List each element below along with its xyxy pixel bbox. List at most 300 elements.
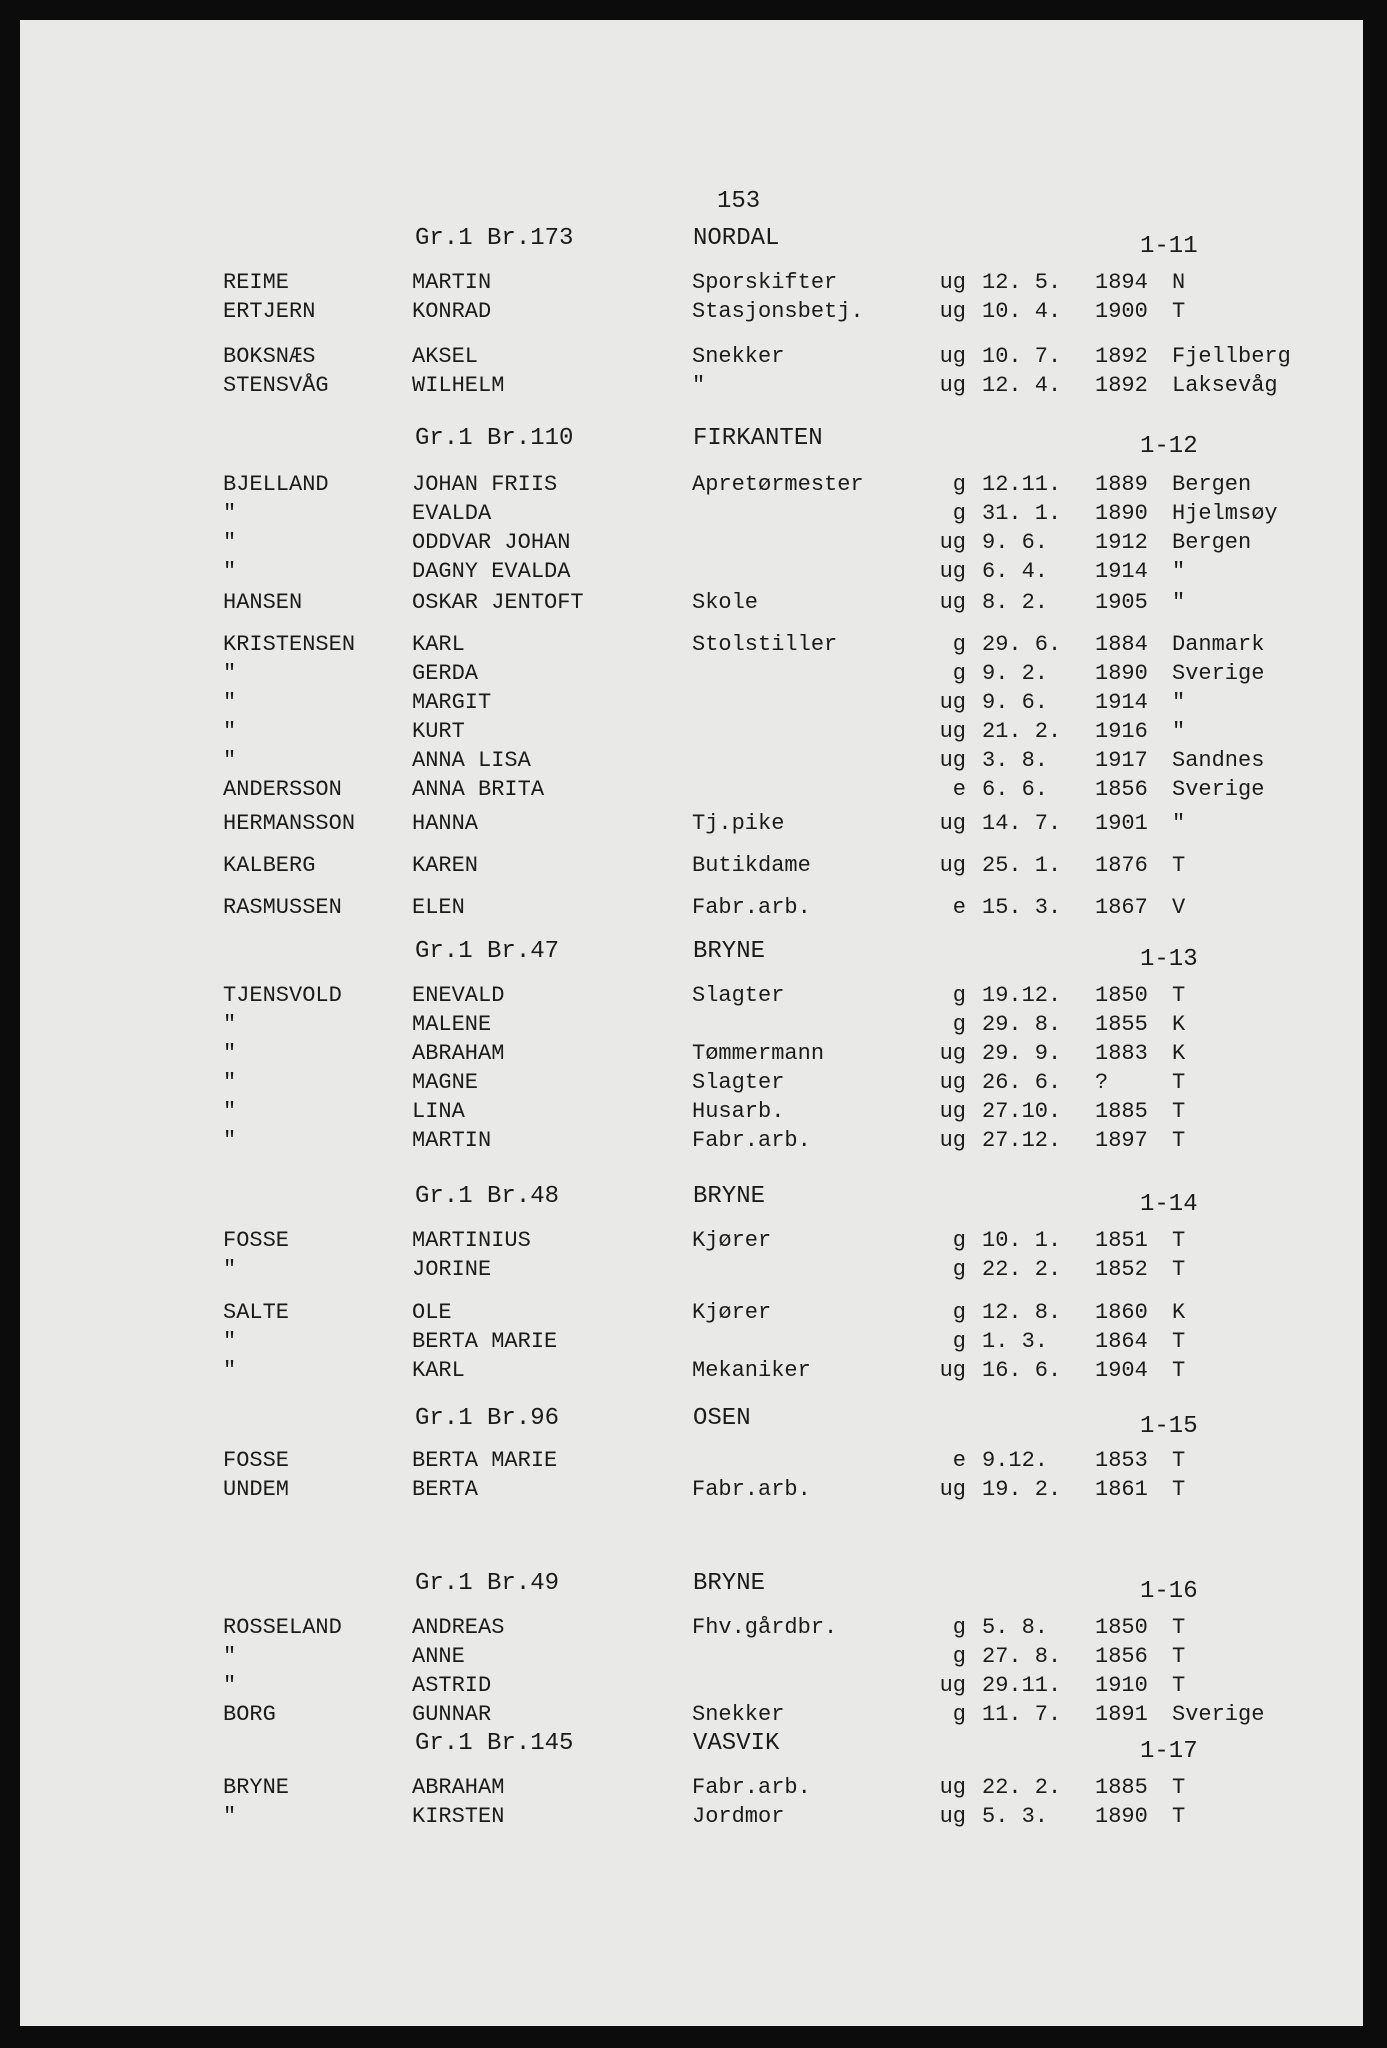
birth-year: 1856 <box>1095 1644 1148 1669</box>
surname: KRISTENSEN <box>223 632 356 657</box>
marital-status: g <box>952 1012 966 1037</box>
birth-date: 22. 2. <box>982 1257 1062 1282</box>
birth-date: 5. 8. <box>982 1615 1049 1640</box>
birth-date: 1. 3. <box>982 1329 1049 1354</box>
birthplace: T <box>1172 1448 1186 1473</box>
birth-date: 31. 1. <box>982 501 1062 526</box>
marital-status: ug <box>939 1673 966 1698</box>
marital-status: ug <box>939 1358 966 1383</box>
group-ref: Gr.1 Br.47 <box>415 938 560 965</box>
place-name: OSEN <box>693 1405 751 1432</box>
person-row <box>20 1448 1363 1477</box>
birth-year: 1885 <box>1095 1099 1148 1124</box>
surname: HANSEN <box>223 590 303 615</box>
surname: SALTE <box>223 1300 290 1325</box>
given-name: DAGNY EVALDA <box>412 559 571 584</box>
birth-date: 3. 8. <box>982 748 1049 773</box>
birth-date: 21. 2. <box>982 719 1062 744</box>
surname: TJENSVOLD <box>223 983 342 1008</box>
document-page <box>20 20 1363 2026</box>
marital-status: g <box>952 1228 966 1253</box>
marital-status: ug <box>939 853 966 878</box>
birth-date: 9.12. <box>982 1448 1049 1473</box>
birthplace: T <box>1172 1128 1186 1153</box>
marital-status: ug <box>939 690 966 715</box>
birth-year: 1889 <box>1095 472 1148 497</box>
birth-year: 1861 <box>1095 1477 1148 1502</box>
birthplace: Laksevåg <box>1172 373 1278 398</box>
birth-date: 16. 6. <box>982 1358 1062 1383</box>
marital-status: ug <box>939 1477 966 1502</box>
person-row <box>20 1041 1363 1070</box>
birthplace: T <box>1172 299 1186 324</box>
birth-year: 1850 <box>1095 983 1148 1008</box>
surname: UNDEM <box>223 1477 290 1502</box>
birth-date: 19.12. <box>982 983 1062 1008</box>
birth-date: 9. 6. <box>982 530 1049 555</box>
place-name: BRYNE <box>693 1183 766 1210</box>
birth-year: 1890 <box>1095 501 1148 526</box>
birth-date: 11. 7. <box>982 1702 1062 1727</box>
surname: " <box>223 1358 237 1383</box>
occupation: Slagter <box>692 1070 785 1095</box>
birthplace: K <box>1172 1012 1186 1037</box>
birth-year: 1860 <box>1095 1300 1148 1325</box>
marital-status: g <box>952 1644 966 1669</box>
surname: ERTJERN <box>223 299 316 324</box>
marital-status: ug <box>939 299 966 324</box>
birth-year: 1891 <box>1095 1702 1148 1727</box>
occupation: Snekker <box>692 1702 785 1727</box>
birth-year: ? <box>1095 1070 1109 1095</box>
birthplace: T <box>1172 1070 1186 1095</box>
surname: " <box>223 559 237 584</box>
birth-date: 10. 4. <box>982 299 1062 324</box>
birth-date: 9. 2. <box>982 661 1049 686</box>
section-code: 1-14 <box>1140 1191 1198 1218</box>
birth-year: 1876 <box>1095 853 1148 878</box>
surname: " <box>223 748 237 773</box>
birth-year: 1852 <box>1095 1257 1148 1282</box>
birth-year: 1914 <box>1095 690 1148 715</box>
marital-status: ug <box>939 559 966 584</box>
person-row <box>20 1775 1363 1804</box>
given-name: KONRAD <box>412 299 492 324</box>
surname: KALBERG <box>223 853 316 878</box>
birthplace: Hjelmsøy <box>1172 501 1278 526</box>
birthplace: T <box>1172 983 1186 1008</box>
birth-year: 1884 <box>1095 632 1148 657</box>
surname: HERMANSSON <box>223 811 356 836</box>
birth-date: 26. 6. <box>982 1070 1062 1095</box>
birthplace: Bergen <box>1172 472 1252 497</box>
occupation: Butikdame <box>692 853 811 878</box>
person-row <box>20 1702 1363 1731</box>
birth-year: 1900 <box>1095 299 1148 324</box>
marital-status: ug <box>939 270 966 295</box>
place-name: BRYNE <box>693 938 766 965</box>
person-row <box>20 1477 1363 1506</box>
given-name: KAREN <box>412 853 479 878</box>
birth-date: 27.10. <box>982 1099 1062 1124</box>
person-row <box>20 530 1363 559</box>
birth-year: 1917 <box>1095 748 1148 773</box>
person-row <box>20 895 1363 924</box>
birth-date: 29. 9. <box>982 1041 1062 1066</box>
occupation: Slagter <box>692 983 785 1008</box>
place-name: BRYNE <box>693 1570 766 1597</box>
occupation: " <box>692 373 706 398</box>
person-row <box>20 719 1363 748</box>
birth-year: 1883 <box>1095 1041 1148 1066</box>
occupation: Kjører <box>692 1228 772 1253</box>
occupation: Tømmermann <box>692 1041 825 1066</box>
person-row <box>20 811 1363 840</box>
marital-status: g <box>952 1329 966 1354</box>
occupation: Fhv.gårdbr. <box>692 1615 838 1640</box>
marital-status: ug <box>939 344 966 369</box>
place-name: FIRKANTEN <box>693 425 823 452</box>
marital-status: ug <box>939 1775 966 1800</box>
surname: " <box>223 690 237 715</box>
marital-status: g <box>952 1615 966 1640</box>
surname: STENSVÅG <box>223 373 329 398</box>
occupation: Stasjonsbetj. <box>692 299 864 324</box>
person-row <box>20 1128 1363 1157</box>
group-ref: Gr.1 Br.48 <box>415 1183 560 1210</box>
birth-year: 1892 <box>1095 373 1148 398</box>
person-row <box>20 373 1363 402</box>
birthplace: T <box>1172 1615 1186 1640</box>
given-name: BERTA MARIE <box>412 1448 558 1473</box>
occupation: Fabr.arb. <box>692 895 811 920</box>
marital-status: g <box>952 632 966 657</box>
birth-year: 1892 <box>1095 344 1148 369</box>
person-row <box>20 299 1363 328</box>
birth-date: 6. 4. <box>982 559 1049 584</box>
birthplace: T <box>1172 1644 1186 1669</box>
given-name: KARL <box>412 632 465 657</box>
given-name: MARTIN <box>412 1128 492 1153</box>
birthplace: V <box>1172 895 1186 920</box>
given-name: LINA <box>412 1099 465 1124</box>
section-code: 1-12 <box>1140 433 1198 460</box>
birth-year: 1853 <box>1095 1448 1148 1473</box>
surname: " <box>223 1329 237 1354</box>
marital-status: ug <box>939 1128 966 1153</box>
group-ref: Gr.1 Br.110 <box>415 425 574 452</box>
birth-year: 1894 <box>1095 270 1148 295</box>
occupation: Fabr.arb. <box>692 1477 811 1502</box>
person-row <box>20 983 1363 1012</box>
given-name: MALENE <box>412 1012 492 1037</box>
occupation: Kjører <box>692 1300 772 1325</box>
section-code: 1-16 <box>1140 1578 1198 1605</box>
occupation: Apretørmester <box>692 472 864 497</box>
marital-status: g <box>952 661 966 686</box>
surname: " <box>223 1070 237 1095</box>
marital-status: ug <box>939 719 966 744</box>
surname: RASMUSSEN <box>223 895 342 920</box>
birthplace: K <box>1172 1300 1186 1325</box>
occupation: Sporskifter <box>692 270 838 295</box>
surname: " <box>223 501 237 526</box>
birthplace: " <box>1172 690 1186 715</box>
birth-date: 9. 6. <box>982 690 1049 715</box>
birth-year: 1905 <box>1095 590 1148 615</box>
birth-date: 12. 8. <box>982 1300 1062 1325</box>
surname: REIME <box>223 270 290 295</box>
birthplace: Fjellberg <box>1172 344 1291 369</box>
given-name: GUNNAR <box>412 1702 492 1727</box>
person-row <box>20 1012 1363 1041</box>
birth-date: 29. 8. <box>982 1012 1062 1037</box>
birth-date: 19. 2. <box>982 1477 1062 1502</box>
marital-status: ug <box>939 1804 966 1829</box>
given-name: ODDVAR JOHAN <box>412 530 571 555</box>
birth-date: 12.11. <box>982 472 1062 497</box>
person-row <box>20 1644 1363 1673</box>
person-row <box>20 590 1363 619</box>
birth-year: 1850 <box>1095 1615 1148 1640</box>
birth-year: 1912 <box>1095 530 1148 555</box>
given-name: OSKAR JENTOFT <box>412 590 584 615</box>
surname: " <box>223 1099 237 1124</box>
marital-status: ug <box>939 1070 966 1095</box>
surname: " <box>223 1012 237 1037</box>
birthplace: " <box>1172 811 1186 836</box>
given-name: ANNE <box>412 1644 465 1669</box>
birth-date: 27.12. <box>982 1128 1062 1153</box>
marital-status: e <box>952 895 966 920</box>
occupation: Mekaniker <box>692 1358 811 1383</box>
page-number: 153 <box>717 188 761 215</box>
marital-status: ug <box>939 1099 966 1124</box>
birth-date: 10. 1. <box>982 1228 1062 1253</box>
person-row <box>20 1804 1363 1833</box>
given-name: ENEVALD <box>412 983 505 1008</box>
person-row <box>20 270 1363 299</box>
birth-year: 1904 <box>1095 1358 1148 1383</box>
given-name: WILHELM <box>412 373 505 398</box>
surname: BRYNE <box>223 1775 290 1800</box>
birthplace: T <box>1172 1228 1186 1253</box>
birth-year: 1890 <box>1095 1804 1148 1829</box>
birth-year: 1867 <box>1095 895 1148 920</box>
section-code: 1-15 <box>1140 1413 1198 1440</box>
given-name: ABRAHAM <box>412 1775 505 1800</box>
occupation: Fabr.arb. <box>692 1128 811 1153</box>
birth-year: 1890 <box>1095 661 1148 686</box>
birth-date: 5. 3. <box>982 1804 1049 1829</box>
birth-date: 14. 7. <box>982 811 1062 836</box>
occupation: Tj.pike <box>692 811 785 836</box>
group-ref: Gr.1 Br.173 <box>415 225 574 252</box>
given-name: HANNA <box>412 811 479 836</box>
person-row <box>20 1300 1363 1329</box>
birth-year: 1901 <box>1095 811 1148 836</box>
surname: FOSSE <box>223 1448 290 1473</box>
occupation: Snekker <box>692 344 785 369</box>
given-name: AKSEL <box>412 344 479 369</box>
given-name: JOHAN FRIIS <box>412 472 558 497</box>
surname: FOSSE <box>223 1228 290 1253</box>
birth-year: 1897 <box>1095 1128 1148 1153</box>
section-code: 1-11 <box>1140 233 1198 260</box>
marital-status: g <box>952 501 966 526</box>
given-name: GERDA <box>412 661 479 686</box>
person-row <box>20 559 1363 588</box>
given-name: MAGNE <box>412 1070 479 1095</box>
surname: " <box>223 719 237 744</box>
person-row <box>20 344 1363 373</box>
occupation: Jordmor <box>692 1804 785 1829</box>
person-row <box>20 1615 1363 1644</box>
birth-year: 1856 <box>1095 777 1148 802</box>
given-name: EVALDA <box>412 501 492 526</box>
birth-year: 1914 <box>1095 559 1148 584</box>
marital-status: g <box>952 1702 966 1727</box>
birthplace: T <box>1172 1358 1186 1383</box>
birthplace: " <box>1172 559 1186 584</box>
marital-status: ug <box>939 1041 966 1066</box>
surname: BORG <box>223 1702 276 1727</box>
marital-status: g <box>952 983 966 1008</box>
surname: ROSSELAND <box>223 1615 342 1640</box>
birth-year: 1910 <box>1095 1673 1148 1698</box>
birth-year: 1916 <box>1095 719 1148 744</box>
birthplace: T <box>1172 1257 1186 1282</box>
person-row <box>20 1099 1363 1128</box>
surname: " <box>223 1257 237 1282</box>
marital-status: ug <box>939 373 966 398</box>
person-row <box>20 1257 1363 1286</box>
surname: " <box>223 1128 237 1153</box>
birthplace: T <box>1172 1099 1186 1124</box>
person-row <box>20 853 1363 882</box>
marital-status: g <box>952 472 966 497</box>
group-ref: Gr.1 Br.145 <box>415 1730 574 1757</box>
marital-status: ug <box>939 748 966 773</box>
birth-date: 29. 6. <box>982 632 1062 657</box>
birthplace: K <box>1172 1041 1186 1066</box>
birth-date: 29.11. <box>982 1673 1062 1698</box>
birthplace: " <box>1172 719 1186 744</box>
place-name: VASVIK <box>693 1730 780 1757</box>
given-name: KIRSTEN <box>412 1804 505 1829</box>
birthplace: T <box>1172 1804 1186 1829</box>
birthplace: " <box>1172 590 1186 615</box>
birthplace: T <box>1172 1775 1186 1800</box>
birthplace: Sandnes <box>1172 748 1265 773</box>
birth-date: 12. 4. <box>982 373 1062 398</box>
birthplace: Sverige <box>1172 661 1265 686</box>
given-name: MARTINIUS <box>412 1228 531 1253</box>
surname: " <box>223 1041 237 1066</box>
marital-status: e <box>952 1448 966 1473</box>
given-name: MARGIT <box>412 690 492 715</box>
person-row <box>20 1228 1363 1257</box>
person-row <box>20 472 1363 501</box>
section-code: 1-17 <box>1140 1738 1198 1765</box>
marital-status: ug <box>939 530 966 555</box>
surname: BOKSNÆS <box>223 344 316 369</box>
surname: ANDERSSON <box>223 777 342 802</box>
given-name: ANDREAS <box>412 1615 505 1640</box>
given-name: ANNA LISA <box>412 748 531 773</box>
given-name: ELEN <box>412 895 465 920</box>
birth-date: 8. 2. <box>982 590 1049 615</box>
birth-year: 1885 <box>1095 1775 1148 1800</box>
group-ref: Gr.1 Br.96 <box>415 1405 560 1432</box>
birthplace: Bergen <box>1172 530 1252 555</box>
birthplace: T <box>1172 853 1186 878</box>
birth-date: 25. 1. <box>982 853 1062 878</box>
given-name: OLE <box>412 1300 452 1325</box>
person-row <box>20 748 1363 777</box>
given-name: ASTRID <box>412 1673 492 1698</box>
occupation: Stolstiller <box>692 632 838 657</box>
place-name: NORDAL <box>693 225 780 252</box>
birthplace: T <box>1172 1673 1186 1698</box>
marital-status: ug <box>939 811 966 836</box>
given-name: JORINE <box>412 1257 492 1282</box>
surname: " <box>223 1673 237 1698</box>
occupation: Husarb. <box>692 1099 785 1124</box>
given-name: ANNA BRITA <box>412 777 545 802</box>
person-row <box>20 501 1363 530</box>
birth-date: 12. 5. <box>982 270 1062 295</box>
birthplace: T <box>1172 1477 1186 1502</box>
occupation: Skole <box>692 590 759 615</box>
given-name: BERTA MARIE <box>412 1329 558 1354</box>
marital-status: g <box>952 1257 966 1282</box>
person-row <box>20 632 1363 661</box>
birth-date: 15. 3. <box>982 895 1062 920</box>
surname: " <box>223 661 237 686</box>
marital-status: g <box>952 1300 966 1325</box>
birth-date: 10. 7. <box>982 344 1062 369</box>
birthplace: Sverige <box>1172 1702 1265 1727</box>
surname: BJELLAND <box>223 472 329 497</box>
given-name: ABRAHAM <box>412 1041 505 1066</box>
birth-year: 1851 <box>1095 1228 1148 1253</box>
marital-status: ug <box>939 590 966 615</box>
birth-date: 6. 6. <box>982 777 1049 802</box>
surname: " <box>223 1644 237 1669</box>
birthplace: Sverige <box>1172 777 1265 802</box>
occupation: Fabr.arb. <box>692 1775 811 1800</box>
surname: " <box>223 1804 237 1829</box>
birthplace: Danmark <box>1172 632 1265 657</box>
person-row <box>20 690 1363 719</box>
birthplace: N <box>1172 270 1186 295</box>
person-row <box>20 661 1363 690</box>
person-row <box>20 1329 1363 1358</box>
given-name: KURT <box>412 719 465 744</box>
group-ref: Gr.1 Br.49 <box>415 1570 560 1597</box>
person-row <box>20 1673 1363 1702</box>
given-name: MARTIN <box>412 270 492 295</box>
person-row <box>20 1358 1363 1387</box>
birth-date: 22. 2. <box>982 1775 1062 1800</box>
person-row <box>20 1070 1363 1099</box>
given-name: KARL <box>412 1358 465 1383</box>
birthplace: T <box>1172 1329 1186 1354</box>
birth-year: 1864 <box>1095 1329 1148 1354</box>
surname: " <box>223 530 237 555</box>
birth-date: 27. 8. <box>982 1644 1062 1669</box>
